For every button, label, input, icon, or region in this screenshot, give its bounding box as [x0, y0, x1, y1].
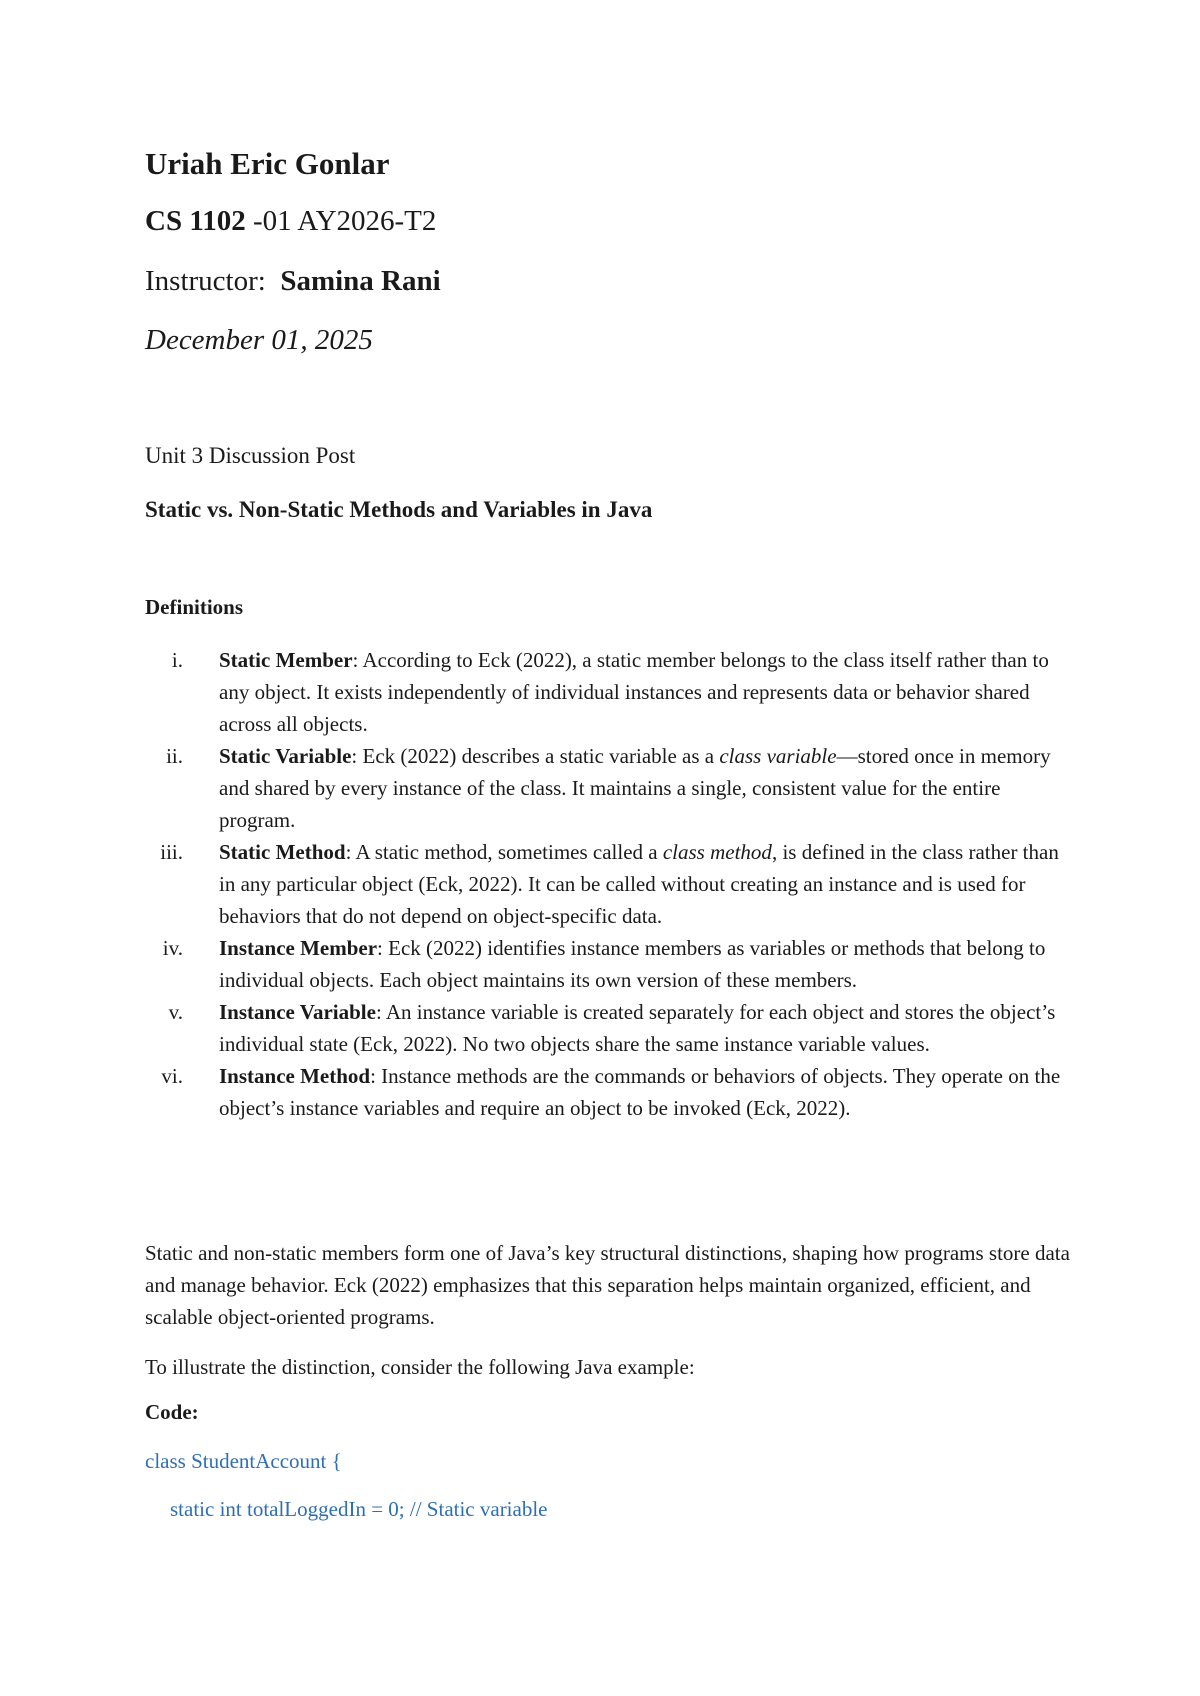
- definitions-list: [145, 644, 1070, 1124]
- definition-text-cont: , is defined in the class rather than in any particular object (Eck, 2022). It can be called without creating an instance and is used for behaviors that do not depend on object-specific data.: [219, 840, 1059, 928]
- course-section: -01 AY2026-T2: [245, 205, 437, 237]
- definition-item: [145, 740, 1070, 836]
- definition-text: : A static method, sometimes called a: [345, 840, 663, 864]
- definition-text: : Eck (2022) identifies instance members as variables or methods that belong to individual objects. Each object maintains its own version of these members.: [219, 936, 1046, 992]
- code-line: class StudentAccount {: [145, 1449, 342, 1473]
- definition-italic: class method: [662, 840, 772, 864]
- definition-term: Instance Variable: [219, 1000, 376, 1024]
- definition-item: [145, 644, 1070, 740]
- definition-text: : According to Eck (2022), a static member belongs to the class itself rather than to any object. It exists independently of individual instances and represents data or behavior shared across all objects.: [219, 648, 1049, 736]
- list-numeral: v.: [168, 1000, 183, 1024]
- course-code: CS 1102: [145, 205, 246, 237]
- definition-term: Static Member: [219, 648, 353, 672]
- definition-term: Instance Member: [219, 936, 378, 960]
- definition-italic: class variable: [719, 744, 837, 768]
- definitions-heading: Definitions: [145, 595, 244, 619]
- unit-label: Unit 3 Discussion Post: [145, 443, 356, 468]
- document-date: December 01, 2025: [145, 324, 373, 356]
- document-title: Static vs. Non-Static Methods and Variables in Java: [145, 497, 653, 522]
- author-name: Uriah Eric Gonlar: [145, 146, 390, 181]
- instructor-label: Instructor:: [145, 265, 266, 297]
- list-numeral: i.: [171, 648, 183, 672]
- definition-item: [145, 1060, 1070, 1124]
- list-numeral: iii.: [160, 840, 183, 864]
- course-line: [145, 205, 436, 238]
- definition-text: : Instance methods are the commands or behaviors of objects. They operate on the object’s instance variables and require an object to be invoked (Eck, 2022).: [219, 1064, 1061, 1120]
- definition-text: : An instance variable is created separately for each object and stores the object’s individual state (Eck, 2022). No two objects share the same instance variable values.: [219, 1000, 1056, 1056]
- list-numeral: vi.: [161, 1064, 183, 1088]
- definition-item: [145, 996, 1070, 1060]
- body-paragraph: Static and non-static members form one of Java’s key structural distinctions, shaping how programs store data and manage behavior. Eck (2022) emphasizes that this separation helps maintain organized, efficient, and scalable object-oriented programs.: [145, 1241, 1070, 1329]
- definition-term: Static Variable: [219, 744, 352, 768]
- instructor-name: Samina Rani: [280, 265, 441, 297]
- definition-item: [145, 836, 1070, 932]
- definition-item: [145, 932, 1070, 996]
- definition-text: : Eck (2022) describes a static variable as a: [351, 744, 720, 768]
- definition-text-cont: —stored once in memory and shared by every instance of the class. It maintains a single, consistent value for the entire program.: [219, 744, 1051, 832]
- definition-term: Instance Method: [219, 1064, 371, 1088]
- list-numeral: iv.: [162, 936, 183, 960]
- definition-term: Static Method: [219, 840, 346, 864]
- code-line: static int totalLoggedIn = 0; // Static variable: [170, 1497, 548, 1521]
- body-paragraph: To illustrate the distinction, consider the following Java example:: [145, 1355, 695, 1379]
- instructor-line: [145, 265, 441, 298]
- code-label: Code:: [145, 1400, 199, 1424]
- list-numeral: ii.: [166, 744, 183, 768]
